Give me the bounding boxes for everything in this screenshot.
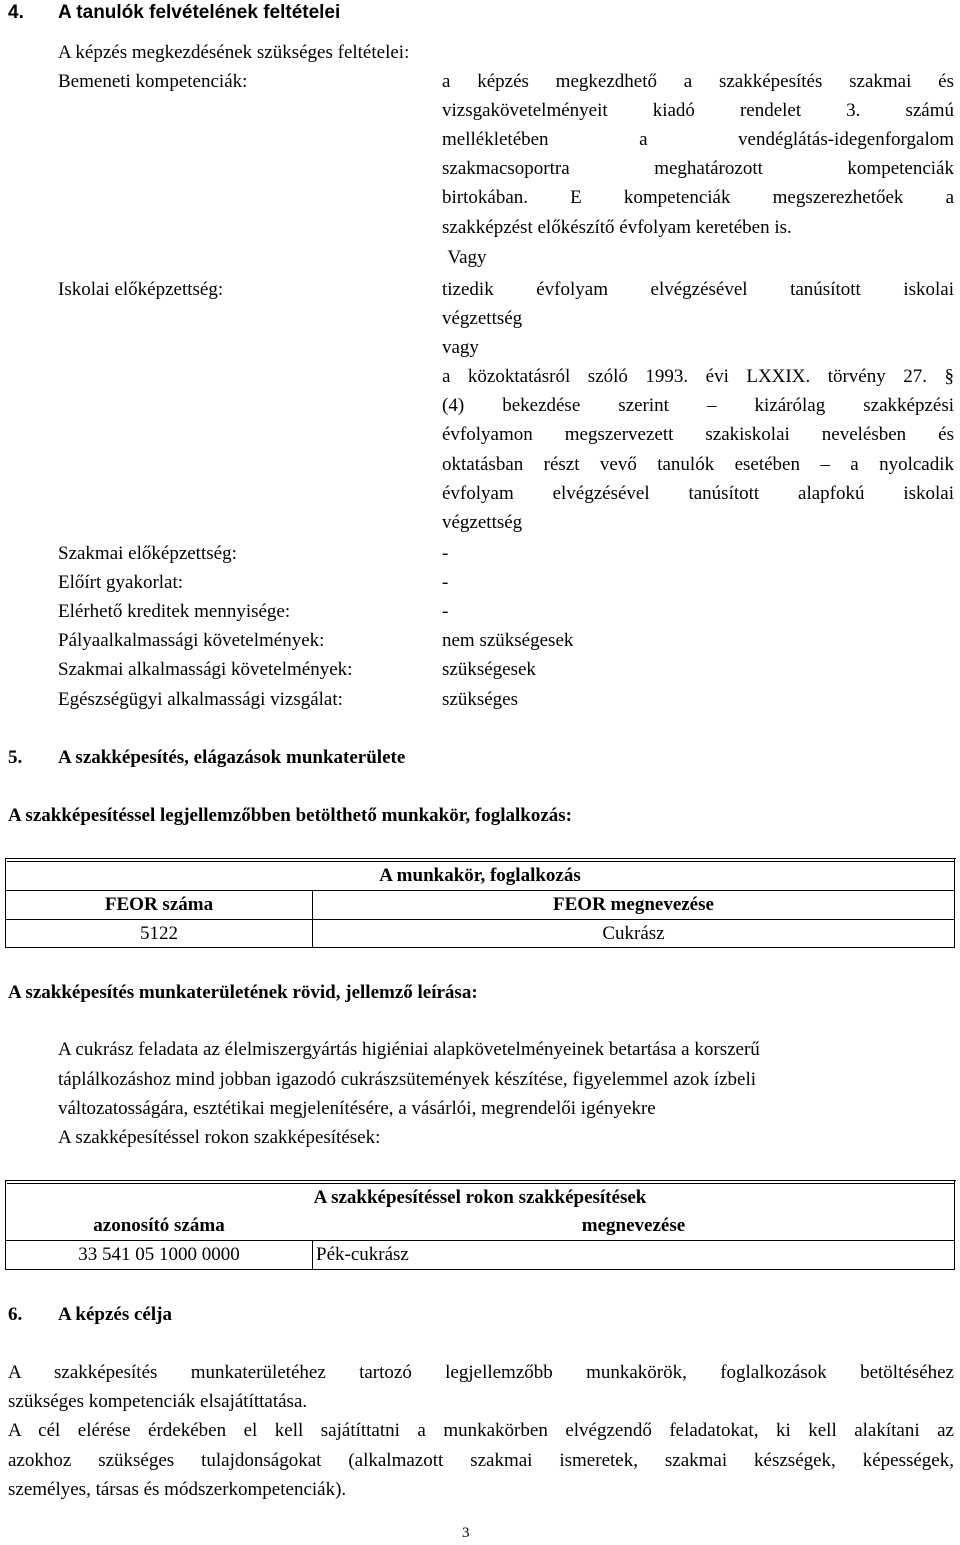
table-cell-name: Pék-cukrász bbox=[316, 1244, 409, 1265]
requirement-label: Pályaalkalmassági követelmények: bbox=[58, 630, 325, 651]
table-border-top bbox=[5, 1180, 956, 1181]
goal-line: azokhoz szükséges tulajdonságokat (alkalmazott szakmai ismeretek, szakmai készségek, képességek, bbox=[8, 1450, 954, 1471]
table-header-name: megnevezése bbox=[581, 1215, 686, 1236]
table-rule bbox=[6, 919, 955, 920]
requirement-label: Szakmai előképzettség: bbox=[58, 543, 237, 564]
description-title: A szakképesítés munkaterületének rövid, jellemző leírása: bbox=[8, 982, 478, 1003]
iskolai-label: Iskolai előképzettség: bbox=[58, 279, 224, 300]
table-cell-feor-name: Cukrász bbox=[602, 923, 665, 944]
requirement-value: - bbox=[442, 543, 449, 564]
requirement-value: - bbox=[442, 601, 449, 622]
bemeneti-line: birtokában. E kompetenciák megszerezhetőek a bbox=[442, 187, 954, 208]
bemeneti-label: Bemeneti kompetenciák: bbox=[58, 71, 248, 92]
requirement-label: Szakmai alkalmassági követelmények: bbox=[58, 659, 353, 680]
section-6-number: 6. bbox=[8, 1304, 23, 1325]
goal-line: személyes, társas és módszerkompetenciák). bbox=[8, 1479, 347, 1500]
requirement-value: szükségesek bbox=[442, 659, 536, 680]
goal-line: A szakképesítés munkaterületéhez tartozó legjellemzőbb munkakörök, foglalkozások betöltéséhez bbox=[8, 1362, 954, 1383]
page-number: 3 bbox=[462, 1525, 470, 1541]
table-header-feor-number: FEOR száma bbox=[104, 894, 214, 915]
table-caption: A munkakör, foglalkozás bbox=[379, 865, 581, 886]
description-line: táplálkozáshoz mind jobban igazodó cukrászsütemények készítése, figyelemmel azok ízbeli bbox=[58, 1069, 756, 1090]
vagy-connector: Vagy bbox=[447, 247, 487, 268]
iskolai-line: évfolyamon megszervezett szakiskolai nevelésben és bbox=[442, 424, 954, 445]
requirement-label: Egészségügyi alkalmassági vizsgálat: bbox=[58, 689, 343, 710]
requirement-label: Előírt gyakorlat: bbox=[58, 572, 184, 593]
requirement-value: - bbox=[442, 572, 449, 593]
bemeneti-line: szakképzést előkészítő évfolyam keretében is. bbox=[442, 217, 792, 238]
bemeneti-line: a képzés megkezdhető a szakképesítés szakmai és bbox=[442, 71, 954, 92]
goal-line: A cél elérése érdekében el kell sajátíttatni a munkakörben elvégzendő feladatokat, ki kell alakítani az bbox=[8, 1420, 954, 1441]
related-intro: A szakképesítéssel rokon szakképesítések: bbox=[58, 1127, 381, 1148]
bemeneti-line: vizsgakövetelményeit kiadó rendelet 3. számú bbox=[442, 100, 954, 121]
description-line: változatosságára, esztétikai megjelenítésére, a vásárlói, megrendelői igényekre bbox=[58, 1098, 656, 1119]
iskolai-line: évfolyam elvégzésével tanúsított alapfokú iskolai bbox=[442, 483, 954, 504]
table-rule bbox=[6, 890, 955, 891]
table-border-right bbox=[954, 858, 955, 948]
table-border-right bbox=[954, 1180, 955, 1270]
table-border-bottom bbox=[6, 1269, 955, 1270]
table-border-top-inner bbox=[7, 1183, 954, 1184]
requirement-label: Elérhető kreditek mennyisége: bbox=[58, 601, 291, 622]
table-col-divider bbox=[312, 1240, 313, 1270]
iskolai-line: oktatásban részt vevő tanulók esetében – a nyolcadik bbox=[442, 454, 954, 475]
goal-line: szükséges kompetenciák elsajátíttatása. bbox=[8, 1391, 308, 1412]
table-rule bbox=[6, 1240, 955, 1241]
iskolai-line: (4) bekezdése szerint – kizárólag szakképzési bbox=[442, 395, 954, 416]
prerequisites-intro: A képzés megkezdésének szükséges feltételei: bbox=[58, 42, 410, 63]
iskolai-line: végzettség bbox=[442, 512, 523, 533]
bemeneti-line: mellékletében a vendéglátás-idegenforgalom bbox=[442, 129, 954, 150]
table-border-top bbox=[5, 858, 956, 859]
table-header-feor-name: FEOR megnevezése bbox=[553, 894, 714, 915]
iskolai-line: vagy bbox=[442, 337, 479, 358]
table-caption: A szakképesítéssel rokon szakképesítések bbox=[313, 1187, 647, 1208]
section-4-number: 4. bbox=[8, 2, 24, 23]
description-line: A cukrász feladata az élelmiszergyártás higiéniai alapkövetelményeinek betartása a korszerű bbox=[58, 1039, 760, 1060]
section-5-subtitle: A szakképesítéssel legjellemzőbben betölthető munkakör, foglalkozás: bbox=[8, 805, 573, 826]
table-cell-id: 33 541 05 1000 0000 bbox=[78, 1244, 240, 1265]
requirement-value: szükséges bbox=[442, 689, 518, 710]
iskolai-line: tizedik évfolyam elvégzésével tanúsított iskolai bbox=[442, 279, 954, 300]
table-border-bottom bbox=[6, 947, 955, 948]
table-border-top-inner bbox=[7, 861, 954, 862]
section-4-title: A tanulók felvételének feltételei bbox=[58, 2, 341, 23]
bemeneti-line: szakmacsoportra meghatározott kompetenciák bbox=[442, 158, 954, 179]
requirement-value: nem szükségesek bbox=[442, 630, 574, 651]
table-cell-feor-number: 5122 bbox=[140, 923, 178, 944]
section-5-number: 5. bbox=[8, 747, 23, 768]
section-5-title: A szakképesítés, elágazások munkaterülete bbox=[58, 747, 406, 768]
iskolai-line: a közoktatásról szóló 1993. évi LXXIX. törvény 27. § bbox=[442, 366, 954, 387]
section-6-title: A képzés célja bbox=[58, 1304, 172, 1325]
iskolai-line: végzettség bbox=[442, 308, 523, 329]
table-header-id: azonosító száma bbox=[93, 1215, 225, 1236]
